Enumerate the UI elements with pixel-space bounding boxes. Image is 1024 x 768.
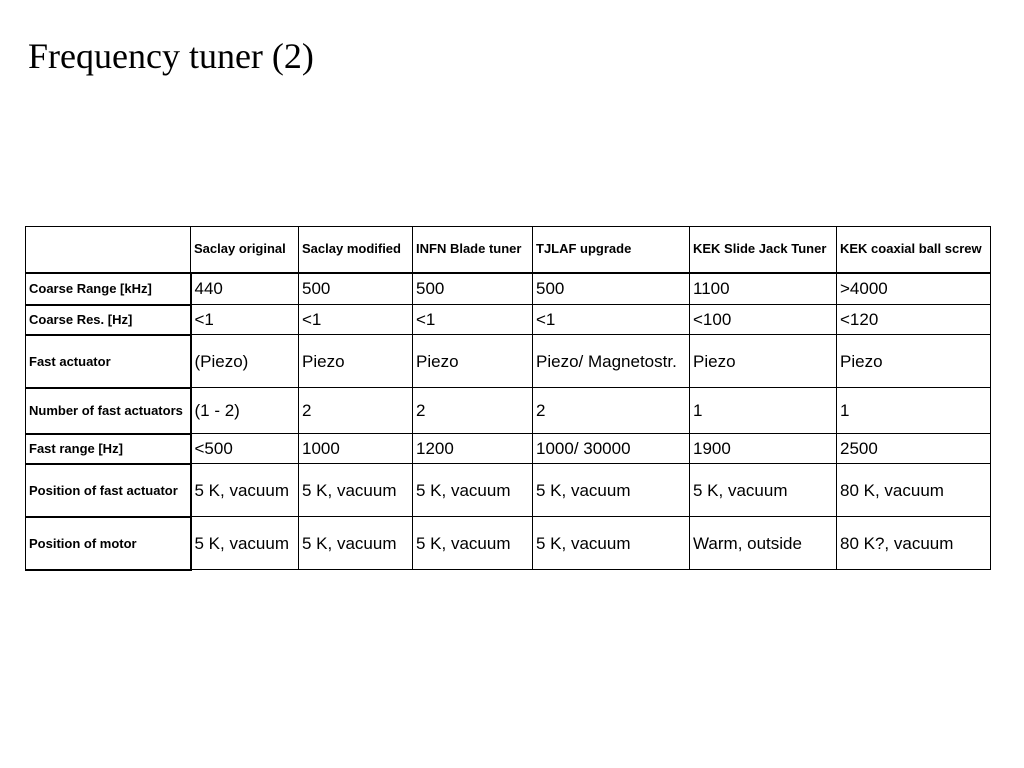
table-cell: 1000 — [299, 434, 413, 464]
table-cell: 5 K, vacuum — [690, 464, 837, 517]
table-cell: 5 K, vacuum — [413, 464, 533, 517]
table-cell: Piezo/ Magnetostr. — [533, 335, 690, 388]
table-header-row — [26, 227, 991, 273]
table-cell: 5 K, vacuum — [413, 517, 533, 570]
table-cell: 500 — [413, 273, 533, 305]
table-cell: (1 - 2) — [191, 388, 299, 434]
table-cell: 2 — [533, 388, 690, 434]
table-cell: 2500 — [837, 434, 991, 464]
table-cell: 1000/ 30000 — [533, 434, 690, 464]
table-cell: 1 — [690, 388, 837, 434]
row-label: Fast range [Hz] — [26, 434, 191, 464]
row-label: Position of fast actuator — [26, 464, 191, 517]
table-cell: 2 — [413, 388, 533, 434]
table-cell: <100 — [690, 305, 837, 335]
table-cell: Piezo — [837, 335, 991, 388]
table-row — [26, 434, 991, 464]
slide-title: Frequency tuner (2) — [28, 36, 314, 76]
table-cell: 5 K, vacuum — [191, 517, 299, 570]
table-cell: <1 — [533, 305, 690, 335]
table-row — [26, 335, 991, 388]
table-cell: <1 — [191, 305, 299, 335]
table-corner-cell — [26, 227, 191, 273]
table-cell: <500 — [191, 434, 299, 464]
table-cell: 440 — [191, 273, 299, 305]
table-cell: 80 K?, vacuum — [837, 517, 991, 570]
column-header: Saclay original — [191, 227, 299, 273]
table-cell: 1100 — [690, 273, 837, 305]
table-cell: Piezo — [299, 335, 413, 388]
table-cell: 500 — [299, 273, 413, 305]
table-cell: 1200 — [413, 434, 533, 464]
table-cell: Piezo — [690, 335, 837, 388]
table-row — [26, 517, 991, 570]
table-row — [26, 305, 991, 335]
table-cell: <1 — [299, 305, 413, 335]
row-label: Number of fast actuators — [26, 388, 191, 434]
table-cell: 5 K, vacuum — [533, 517, 690, 570]
tuner-comparison-table — [25, 226, 991, 571]
table-cell: 1 — [837, 388, 991, 434]
row-label: Coarse Res. [Hz] — [26, 305, 191, 335]
table-cell: 500 — [533, 273, 690, 305]
table-cell: Piezo — [413, 335, 533, 388]
column-header: KEK Slide Jack Tuner — [690, 227, 837, 273]
table-cell: 5 K, vacuum — [191, 464, 299, 517]
column-header: Saclay modified — [299, 227, 413, 273]
column-header: TJLAF upgrade — [533, 227, 690, 273]
table-cell: 5 K, vacuum — [299, 464, 413, 517]
table-cell: 5 K, vacuum — [533, 464, 690, 517]
table-cell: Warm, outside — [690, 517, 837, 570]
row-label: Fast actuator — [26, 335, 191, 388]
table-cell: 5 K, vacuum — [299, 517, 413, 570]
table-cell: <120 — [837, 305, 991, 335]
row-label: Coarse Range [kHz] — [26, 273, 191, 305]
table-row — [26, 388, 991, 434]
table-row — [26, 273, 991, 305]
table-cell: 2 — [299, 388, 413, 434]
table-row — [26, 464, 991, 517]
row-label: Position of motor — [26, 517, 191, 570]
table-cell: >4000 — [837, 273, 991, 305]
table-cell: (Piezo) — [191, 335, 299, 388]
column-header: INFN Blade tuner — [413, 227, 533, 273]
table-cell: 80 K, vacuum — [837, 464, 991, 517]
column-header: KEK coaxial ball screw — [837, 227, 991, 273]
table-cell: 1900 — [690, 434, 837, 464]
table-cell: <1 — [413, 305, 533, 335]
